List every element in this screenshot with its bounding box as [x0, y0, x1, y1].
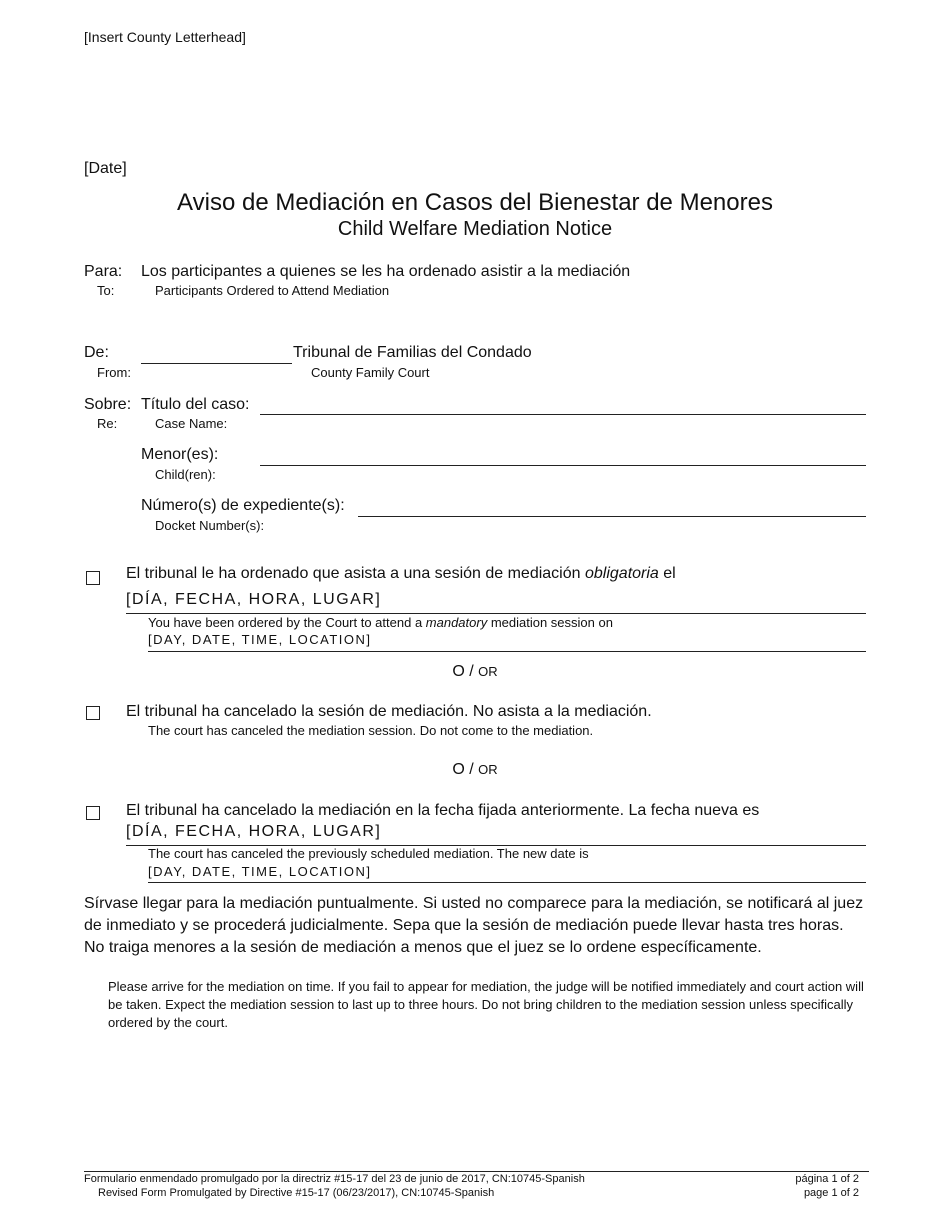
case-name-label-en: Case Name: [155, 416, 228, 431]
to-value: Participants Ordered to Attend Mediation [155, 283, 390, 298]
option1-text-en [148, 615, 613, 630]
option1-field-line-en[interactable] [148, 651, 866, 652]
footer-left-es: Formulario enmendado promulgado por la directriz #15-17 del 23 de junio de 2017, CN:10745-Spanish [84, 1173, 585, 1185]
option1-es-pre: El tribunal le ha ordenado que asista a una sesión de mediación [126, 565, 585, 582]
option1-field-line-es[interactable] [126, 613, 866, 614]
option3-placeholder-en: [DAY, DATE, TIME, LOCATION] [148, 864, 372, 879]
date-placeholder: [Date] [84, 160, 127, 177]
para-value: Los participantes a quienes se les ha ordenado asistir a la mediación [141, 263, 631, 280]
option2-text-en: The court has canceled the mediation session. Do not come to the mediation. [148, 723, 594, 738]
para-label: Para: [84, 263, 123, 280]
from-label: From: [97, 365, 131, 380]
de-label: De: [84, 344, 109, 361]
option1-placeholder-en: [DAY, DATE, TIME, LOCATION] [148, 632, 372, 647]
option1-en-post: mediation session on [487, 615, 613, 630]
or-divider-1 [0, 663, 950, 681]
or-divider-2 [0, 761, 950, 779]
closing-paragraph-en: Please arrive for the mediation on time. If you fail to appear for mediation, the judge will be notified immediately and court action will be taken. Expect the mediation session to last up to three hours. Do not bring children to the mediation session unless specifically ordered by the court. [108, 979, 864, 1030]
option3-checkbox[interactable] [86, 806, 100, 820]
sobre-label: Sobre: [84, 396, 132, 413]
option1-text-es [126, 565, 676, 583]
option1-placeholder-es: [DÍA, FECHA, HORA, LUGAR] [126, 591, 382, 608]
option3-field-line-en[interactable] [148, 882, 866, 883]
re-label: Re: [97, 416, 118, 431]
from-value: County Family Court [311, 365, 430, 380]
case-name-field[interactable] [260, 414, 866, 415]
to-label: To: [97, 283, 115, 298]
option3-text-es: El tribunal ha cancelado la mediación en la fecha fijada anteriormente. La fecha nueva es [126, 802, 760, 819]
children-label-en: Child(ren): [155, 467, 216, 482]
children-field[interactable] [260, 465, 866, 466]
closing-paragraph-es: Sírvase llegar para la mediación puntualmente. Si usted no comparece para la mediación, se notificará al juez de inmediato y se procederá judicialmente. Sepa que la sesión de mediación puede llevar hasta tres horas. No traiga menores a la sesión de mediación a menos que el juez se lo ordene específicamente. [84, 895, 864, 956]
option2-checkbox[interactable] [86, 706, 100, 720]
children-label: Menor(es): [141, 446, 219, 463]
letterhead-placeholder: [Insert County Letterhead] [84, 29, 246, 45]
docket-field[interactable] [358, 516, 866, 517]
or-en: OR [478, 762, 498, 777]
de-value: Tribunal de Familias del Condado [293, 344, 532, 361]
option1-en-pre: You have been ordered by the Court to attend a [148, 615, 426, 630]
docket-label-en: Docket Number(s): [155, 518, 265, 533]
option1-en-emphasis: mandatory [425, 615, 488, 630]
county-input-line[interactable] [141, 363, 292, 364]
docket-label: Número(s) de expediente(s): [141, 497, 345, 514]
option1-checkbox[interactable] [86, 571, 100, 585]
or-es: O / [452, 663, 474, 680]
or-es: O / [452, 761, 474, 778]
footer-page-es: página 1 of 2 [795, 1173, 859, 1185]
case-name-label: Título del caso: [141, 396, 250, 413]
option3-placeholder-es: [DÍA, FECHA, HORA, LUGAR] [126, 823, 382, 840]
or-en: OR [478, 664, 498, 679]
footer-rule [84, 1171, 869, 1172]
option1-es-emphasis: obligatoria [584, 565, 659, 582]
footer-left-en: Revised Form Promulgated by Directive #15-17 (06/23/2017), CN:10745-Spanish [98, 1187, 495, 1199]
title-spanish: Aviso de Mediación en Casos del Bienestar de Menores [177, 189, 773, 216]
option3-text-en: The court has canceled the previously scheduled mediation. The new date is [148, 846, 589, 861]
footer-page-en: page 1 of 2 [803, 1187, 859, 1199]
title-english: Child Welfare Mediation Notice [337, 218, 613, 240]
option2-text-es: El tribunal ha cancelado la sesión de mediación. No asista a la mediación. [126, 703, 652, 720]
option1-es-post: el [658, 565, 676, 582]
